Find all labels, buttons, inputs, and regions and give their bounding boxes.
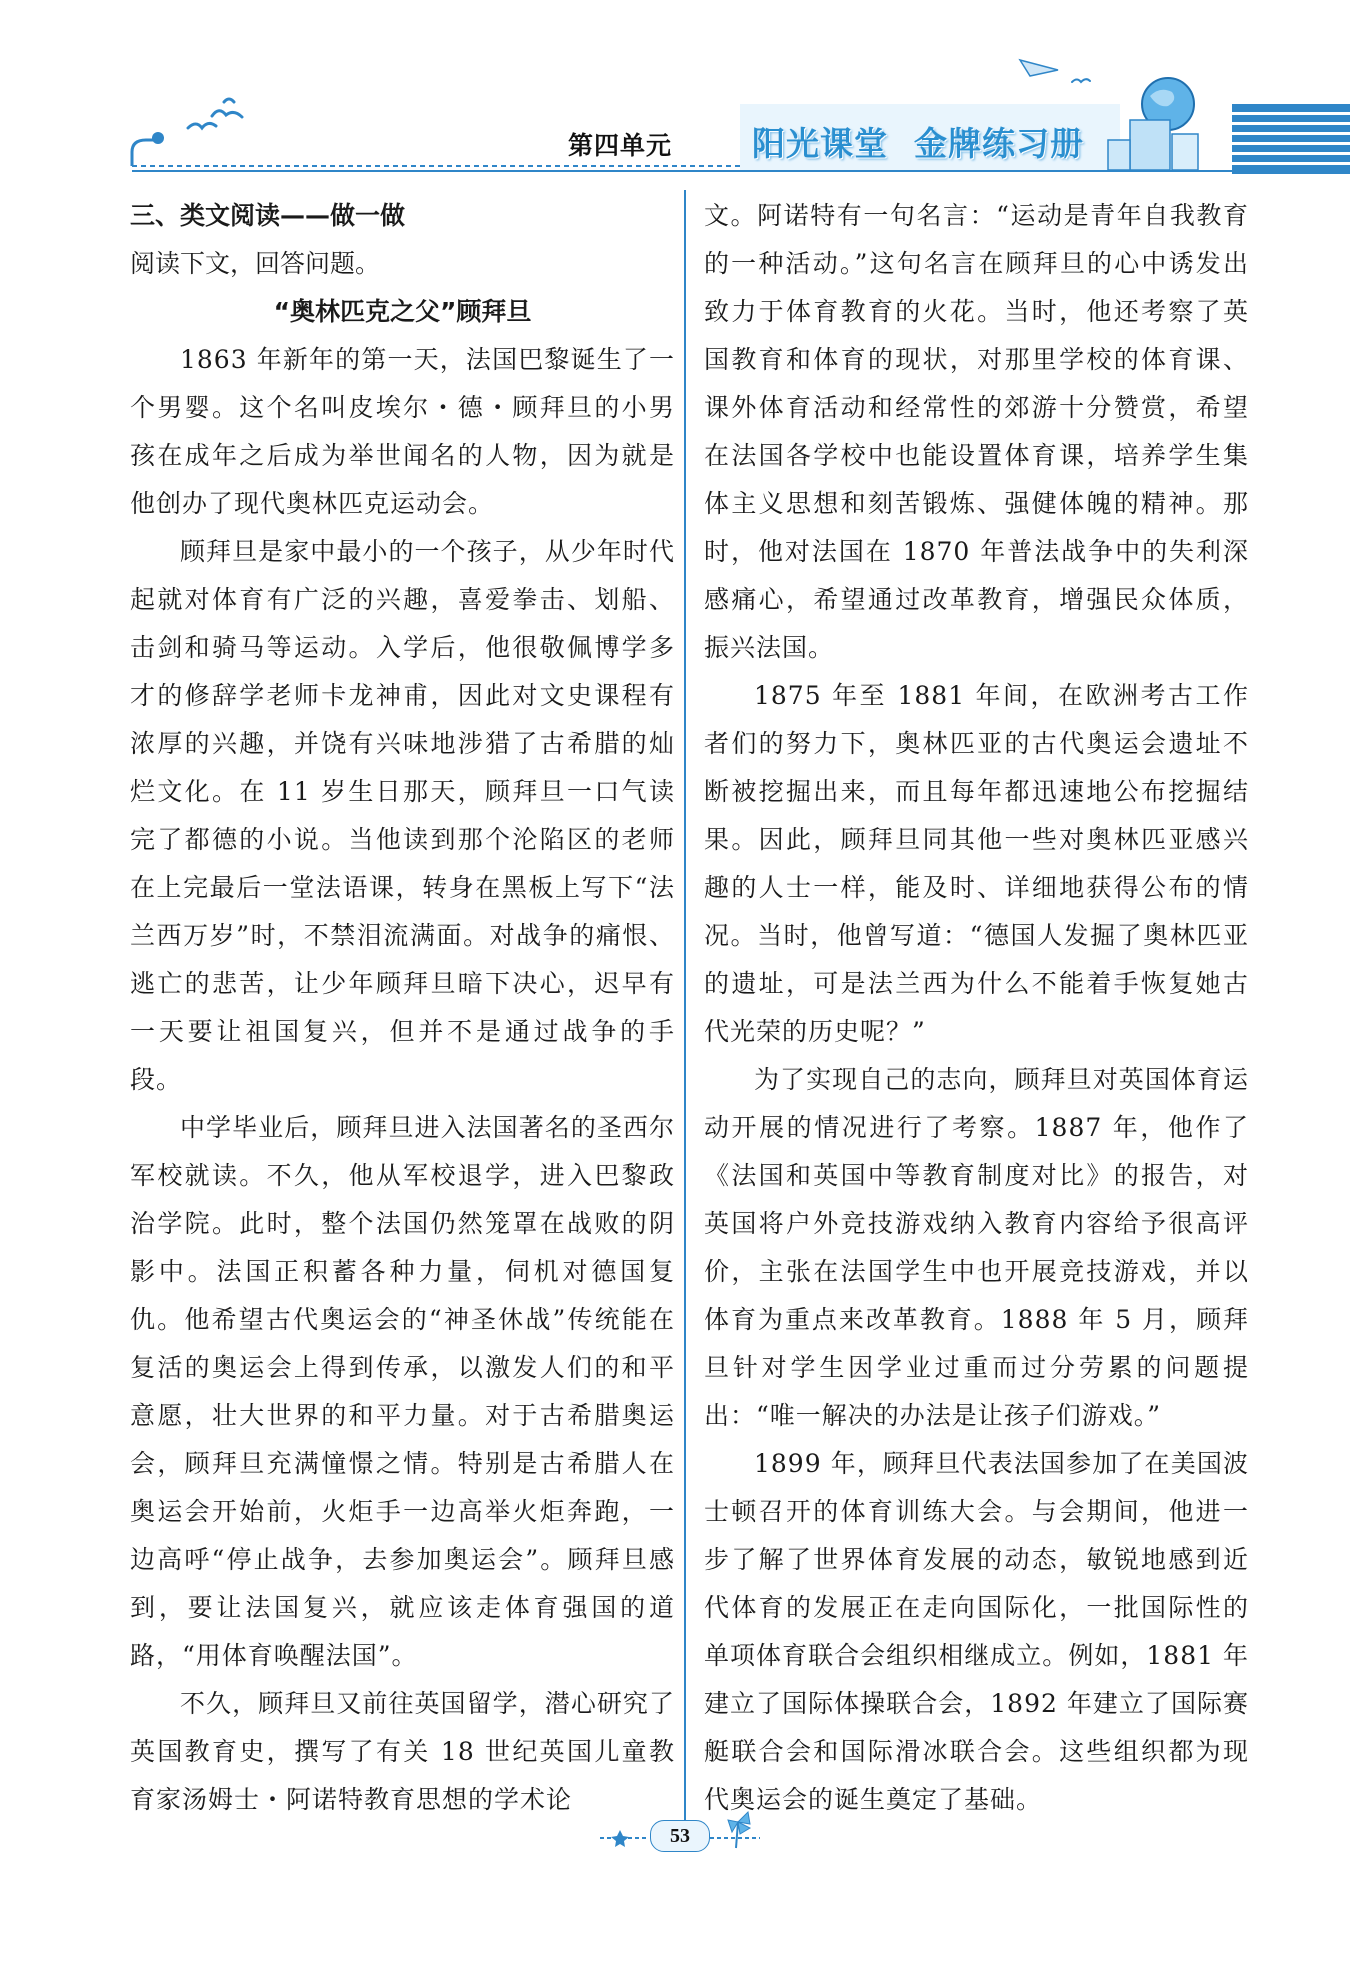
article-paragraph: 为了实现自己的志向，顾拜旦对英国体育运动开展的情况进行了考察。1887 年，他作了《法国和英国中等教育制度对比》的报告，对英国将户外竞技游戏纳入教育内容给予很高评价，主张在法国学生中也开展竞技游戏，并以体育为重点来改革教育。1888 年 5 月，顾拜旦针对学生因学业过重而过分劳累的问题提出：“唯一解决的办法是让孩子们游戏。”	[704, 1065, 1249, 1430]
globe-books-icon	[1108, 78, 1198, 170]
unit-title: 第四单元	[568, 131, 673, 160]
birds-icon	[188, 99, 242, 128]
star-icon	[611, 1830, 629, 1847]
pinwheel-icon	[728, 1812, 750, 1848]
article-paragraph: 顾拜旦是家中最小的一个孩子，从少年时代起就对体育有广泛的兴趣，喜爱拳击、划船、击剑和骑马等运动。入学后，他很敬佩博学多才的修辞学老师卡龙神甫，因此对文史课程有浓厚的兴趣，并饶有兴味地涉猎了古希腊的灿烂文化。在 11 岁生日那天，顾拜旦一口气读完了都德的小说。当他读到那个沦陷区的老师在上完最后一堂法语课，转身在黑板上写下“法兰西万岁”时，不禁泪流满面。对战争的痛恨、逃亡的悲苦，让少年顾拜旦暗下决心，迟早有一天要让祖国复兴，但并不是通过战争的手段。	[130, 537, 675, 1094]
article-paragraph: 不久，顾拜旦又前往英国留学，潜心研究了英国教育史，撰写了有关 18 世纪英国儿童教育家汤姆士・阿诺特教育思想的学术论	[130, 1689, 675, 1814]
section-heading: 三、类文阅读——做一做	[130, 201, 406, 230]
article-paragraph: 1863 年新年的第一天，法国巴黎诞生了一个男婴。这个名叫皮埃尔・德・顾拜旦的小男孩在成年之后成为举世闻名的人物，因为就是他创办了现代奥林匹克运动会。	[130, 345, 675, 518]
article-paragraph: 1899 年，顾拜旦代表法国参加了在美国波士顿召开的体育训练大会。与会期间，他进一步了解了世界体育发展的动态，敏锐地感到近代体育的发展正在走向国际化，一批国际性的单项体育联合会组织相继成立。例如，1881 年建立了国际体操联合会，1892 年建立了国际赛艇联合会和国际滑冰联合会。这些组织都为现代奥运会的诞生奠定了基础。	[704, 1449, 1249, 1814]
page-number: 53	[650, 1820, 710, 1852]
article-title: “奥林匹克之父”顾拜旦	[273, 297, 532, 326]
article-paragraph: 中学毕业后，顾拜旦进入法国著名的圣西尔军校就读。不久，他从军校退学，进入巴黎政治学院。此时，整个法国仍然笼罩在战败的阴影中。法国正积蓄各种力量，伺机对德国复仇。他希望古代奥运会的“神圣休战”传统能在复活的奥运会上得到传承，以激发人们的和平意愿，壮大世界的和平力量。对于古希腊奥运会，顾拜旦充满憧憬之情。特别是古希腊人在奥运会开始前，火炬手一边高举火炬奔跑，一边高呼“停止战争，去参加奥运会”。顾拜旦感到，要让法国复兴，就应该走体育强国的道路，“用体育唤醒法国”。	[130, 1113, 675, 1670]
brand-title	[752, 118, 1084, 165]
brand-part1: 阳光课堂	[752, 124, 888, 163]
header-stripes	[1232, 104, 1350, 174]
brand-part2: 金牌练习册	[914, 124, 1084, 163]
reading-instruction: 阅读下文，回答问题。	[130, 249, 381, 278]
right-column	[704, 192, 1249, 1824]
column-divider	[684, 190, 686, 1830]
page-footer	[560, 1800, 800, 1860]
article-paragraph: 1875 年至 1881 年间，在欧洲考古工作者们的努力下，奥林匹亚的古代奥运会遗址不断被挖掘出来，而且每年都迅速地公布挖掘结果。因此，顾拜旦同其他一些对奥林匹亚感兴趣的人士一样，能及时、详细地获得公布的情况。当时，他曾写道：“德国人发掘了奥林匹亚的遗址，可是法兰西为什么不能着手恢复她古代光荣的历史呢？”	[704, 681, 1249, 1046]
left-column	[130, 192, 675, 1824]
paper-plane-icon	[1020, 60, 1058, 76]
article-paragraph-continued: 文。阿诺特有一句名言：“运动是青年自我教育的一种活动。”这句名言在顾拜旦的心中诱发出致力于体育教育的火花。当时，他还考察了英国教育和体育的现状，对那里学校的体育课、课外体育活动和经常性的郊游十分赞赏，希望在法国各学校中也能设置体育课，培养学生集体主义思想和刻苦锻炼、强健体魄的精神。那时，他对法国在 1870 年普法战争中的失利深感痛心，希望通过改革教育，增强民众体质，振兴法国。	[704, 201, 1249, 662]
page-header	[0, 0, 1350, 190]
header-decoration	[0, 0, 1350, 190]
